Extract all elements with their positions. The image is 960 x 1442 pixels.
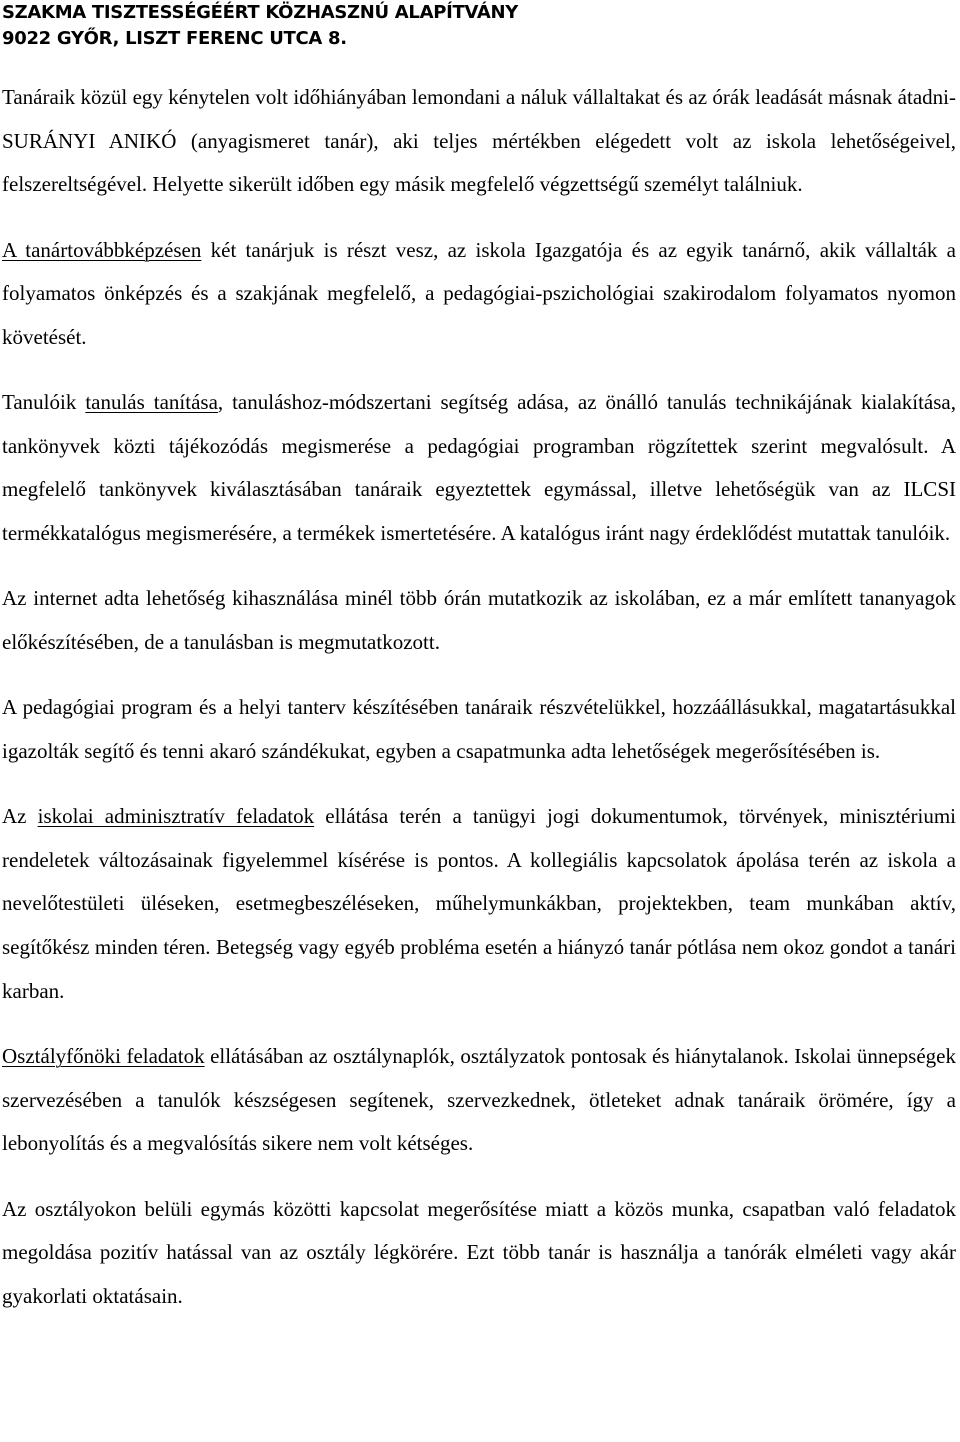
foundation-name: SZAKMA TISZTESSÉGÉÉRT KÖZHASZNÚ ALAPÍTVÁNY <box>2 2 519 23</box>
learning-teaching-link[interactable]: tanulás tanítása <box>85 390 218 415</box>
paragraph-internet-usage: Az internet adta lehetőség kihasználása minél több órán mutatkozik az iskolában, ez a már említett tananyagok előkészítésében, de a tanulásban is megmutatkozott. <box>2 586 956 654</box>
admin-tasks-text: ellátása terén a tanügyi jogi dokumentumok, törvények, minisztériumi rendeletek változásainak figyelemmel kísérése is pontos. A kollegiális kapcsolatok ápolása terén az iskola a nevelőtestületi üléseken, esetmegbeszéléseken, műhelymunkákban, projektekben, team munkában aktív, segítőkész minden téren. Betegség vagy egyéb probléma esetén a hiányzó tanár pótlása nem okoz gondot a tanári karban. <box>2 804 956 1003</box>
paragraph-form-teacher <box>2 1035 956 1166</box>
teacher-training-link[interactable]: A tanártovábbképzésen <box>2 237 202 262</box>
paragraph-learning-methods <box>2 381 956 555</box>
paragraph-pedagogical-program: A pedagógiai program és a helyi tanterv készítésében tanáraik részvételükkel, hozzáállásukkal, magatartásukkal igazolták segítő és tenni akaró szándékukat, egyben a csapatmunka adta lehetőségek megerősítésében is. <box>2 695 956 763</box>
form-teacher-text: ellátásában az osztálynaplók, osztályzatok pontosak és hiánytalanok. Iskolai ünnepségek szervezésében a tanulók készségesen segítenek, szervezkednek, ötleteket adnak tanáraik örömére, így a lebonyolítás és a megvalósítás sikere nem volt kétséges. <box>2 1044 956 1156</box>
admin-tasks-link[interactable]: iskolai adminisztratív feladatok <box>37 804 315 829</box>
paragraph-teacher-training <box>2 229 956 360</box>
learning-methods-text: , tanuláshoz-módszertani segítség adása, az önálló tanulás technikájának kialakítása, tankönyvek közti tájékozódás megismerése a pedagógiai programban rögzítettek szerint megvalósult. A megfelelő tankönyvek kiválasztásában tanáraik egyeztettek egymással, illetve lehetőségük van az ILCSI termékkatalógus megismerésére, a termékek ismertetésére. A katalógus iránt nagy érdeklődést mutattak tanulóik. <box>2 390 956 545</box>
document-header <box>2 0 942 52</box>
learning-methods-intro: Tanulóik <box>2 390 86 415</box>
paragraph-admin-tasks <box>2 795 956 1013</box>
teacher-training-text: két tanárjuk is részt vesz, az iskola Igazgatója és az egyik tanárnő, akik vállalták a folyamatos önképzés és a szakjának megfelelő, a pedagógiai-pszichológiai szakirodalom folyamatos nyomon követését. <box>2 237 956 349</box>
foundation-address: 9022 GYŐR, LISZT FERENC UTCA 8. <box>2 28 347 49</box>
admin-tasks-intro: Az <box>2 804 38 829</box>
paragraph-class-relations: Az osztályokon belüli egymás közötti kapcsolat megerősítése miatt a közös munka, csapatban való feladatok megoldása pozitív hatással van az osztály légkörére. Ezt több tanár is használja a tanórák elméleti vagy akár gyakorlati oktatásain. <box>2 1196 956 1308</box>
document-body <box>2 76 956 1340</box>
paragraph-substitute-teacher: Tanáraik közül egy kénytelen volt időhiányában lemondani a náluk vállaltakat és az órák leadását másnak átadni- SURÁNYI ANIKÓ (anyagismeret tanár), aki teljes mértékben elégedett volt az iskola lehetőségeivel, felszereltségével. Helyette sikerült időben egy másik megfelelő végzettségű személyt találniuk. <box>2 85 956 197</box>
form-teacher-link[interactable]: Osztályfőnöki feladatok <box>2 1044 205 1069</box>
